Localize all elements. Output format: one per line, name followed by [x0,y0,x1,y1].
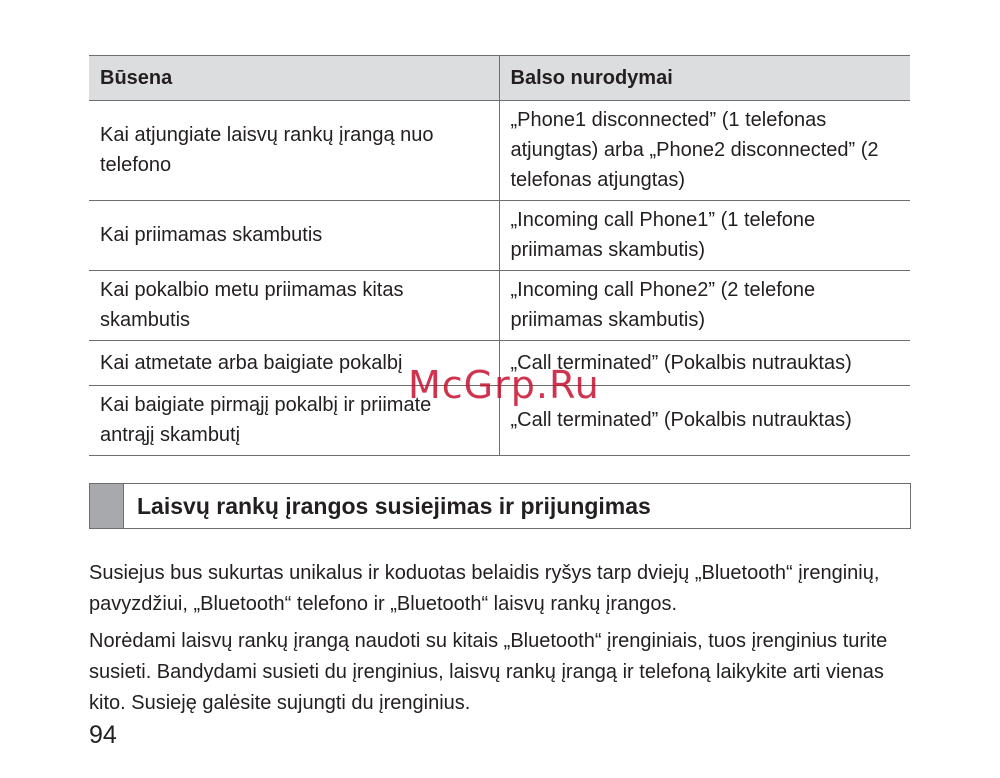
table-header-row [89,56,910,101]
section-title: Laisvų rankų įrangos susiejimas ir prijungimas [137,492,651,519]
state-cell: Kai baigiate pirmąjį pokalbį ir priimate antrąjį skambutį [89,386,499,456]
prompt-cell: „Phone1 disconnected” (1 telefonas atjungtas) arba „Phone2 disconnected” (2 telefonas atjungtas) [499,101,910,201]
paragraph-pairing-intro: Susiejus bus sukurtas unikalus ir koduotas belaidis ryšys tarp dviejų „Bluetooth“ įrenginių, pavyzdžiui, „Bluetooth“ telefono ir „Bluetooth“ laisvų rankų įrangos. [89,562,880,615]
state-cell: Kai pokalbio metu priimamas kitas skambutis [89,271,499,341]
table-row [89,271,910,341]
watermark: McGrp.Ru [408,363,600,407]
prompt-cell: „Incoming call Phone1” (1 telefone priimamas skambutis) [499,201,910,271]
section-header [89,483,911,529]
state-cell: Kai atmetate arba baigiate pokalbį [89,341,499,386]
paragraph-pairing-instructions: Norėdami laisvų rankų įrangą naudoti su kitais „Bluetooth“ įrenginiais, tuos įrenginius turite susieti. Bandydami susieti du įrenginius, laisvų rankų įrangą ir telefoną laikykite arti vienas kito. Susieję galėsite sujungti du įrenginius. [89,630,888,714]
header-state: Būsena [89,56,499,101]
state-cell: Kai atjungiate laisvų rankų įrangą nuo telefono [89,101,499,201]
prompt-cell: „Call terminated” (Pokalbis nutrauktas) [499,341,910,386]
table-row [89,101,910,201]
prompt-cell: „Call terminated” (Pokalbis nutrauktas) [499,386,910,456]
header-voice-prompts: Balso nurodymai [499,56,910,101]
table-row [89,201,910,271]
prompt-cell: „Incoming call Phone2” (2 telefone priimamas skambutis) [499,271,910,341]
section-marker [90,484,124,528]
state-cell: Kai priimamas skambutis [89,201,499,271]
page-number: 94 [89,721,117,749]
